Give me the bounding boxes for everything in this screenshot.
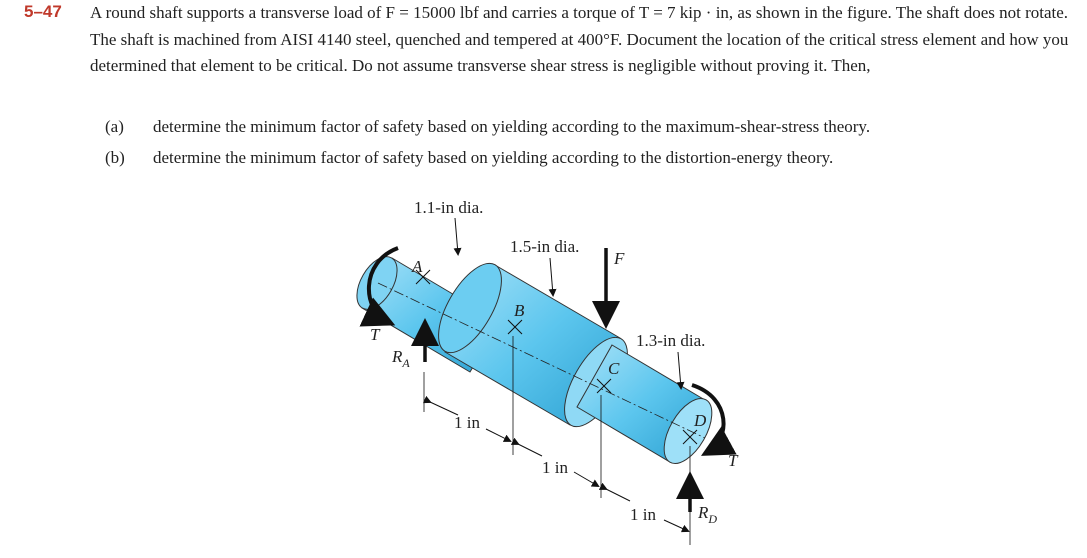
- dia-label-1: 1.1-in dia.: [414, 198, 484, 217]
- part-b: [105, 148, 833, 168]
- reaction-d-label: $R_D$: [698, 503, 718, 526]
- dim-label-1: 1 in: [454, 413, 480, 432]
- problem-statement: A round shaft supports a transverse load of F = 15000 lbf and carries a torque of T = 7 kip · in, as shown in the figure. The shaft does not rotate. The shaft is machined from AISI 4140 steel, quenched and tempered at 400°F. Document the location of the critical stress element and how you determined that element to be critical. Do not assume transverse shear stress is negligible without proving it. Then,: [90, 3, 1069, 76]
- torque-label-left: T: [370, 325, 380, 344]
- point-b-label: B: [514, 301, 525, 320]
- point-d-label: D: [694, 411, 707, 430]
- part-a-label: (a): [105, 117, 124, 136]
- part-a-text: determine the minimum factor of safety based on yielding according to the maximum-shear-stress theory.: [153, 117, 871, 136]
- point-c-label: C: [608, 359, 620, 378]
- dim-label-2: 1 in: [542, 458, 568, 477]
- dia-label-2: 1.5-in dia.: [510, 237, 580, 256]
- shaft-figure: [340, 190, 760, 550]
- torque-label-right: T: [728, 451, 738, 470]
- part-b-text: determine the minimum factor of safety based on yielding according to the distortion-energy theory.: [153, 148, 834, 167]
- point-a-label: A: [412, 257, 423, 276]
- reaction-a-label: $R_A$: [392, 347, 410, 370]
- part-b-label: (b): [105, 148, 125, 167]
- dim-label-3: 1 in: [630, 505, 656, 524]
- part-a: [105, 117, 870, 137]
- problem-number: 5–47: [24, 2, 62, 21]
- dia-label-3: 1.3-in dia.: [636, 331, 706, 350]
- load-label: F: [614, 249, 625, 268]
